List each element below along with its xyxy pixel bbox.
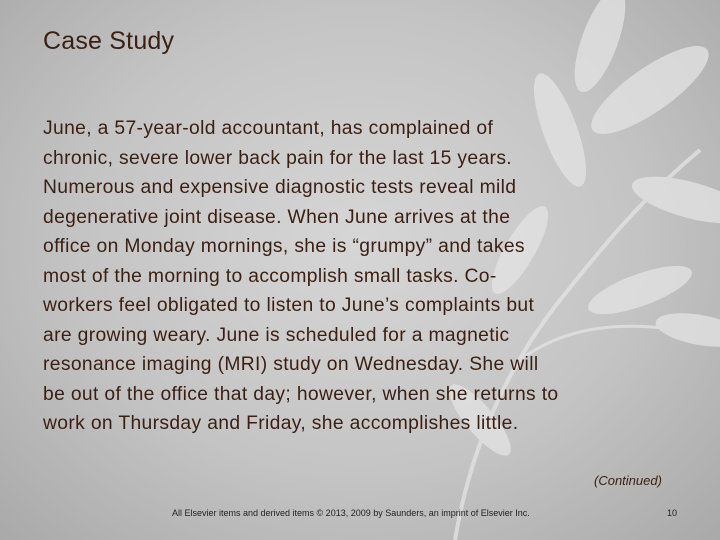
copyright-footer: All Elsevier items and derived items © 2013, 2009 by Saunders, an imprint of Elsevier Inc. xyxy=(172,508,530,518)
paragraph-line: workers feel obligated to listen to June’s complaints but xyxy=(43,295,535,316)
paragraph-line: work on Thursday and Friday, she accomplishes little. xyxy=(43,413,519,434)
paragraph-line: resonance imaging (MRI) study on Wednesday. She will xyxy=(43,354,539,375)
paragraph-line: most of the morning to accomplish small tasks. Co- xyxy=(43,265,497,287)
paragraph-line: are growing weary. June is scheduled for a magnetic xyxy=(43,324,510,346)
paragraph-line: degenerative joint disease. When June arrives at the xyxy=(43,206,511,228)
paragraph-line: office on Monday mornings, she is “grumpy” and takes xyxy=(43,236,525,257)
case-study-paragraph xyxy=(43,114,703,439)
paragraph-line: be out of the office that day; however, when she returns to xyxy=(43,383,559,405)
paragraph-line: chronic, severe lower back pain for the last 15 years. xyxy=(43,147,513,169)
paragraph-line: June, a 57-year-old accountant, has complained of xyxy=(43,118,494,139)
page-number: 10 xyxy=(667,508,678,518)
paragraph-line: Numerous and expensive diagnostic tests reveal mild xyxy=(43,177,517,198)
slide-title: Case Study xyxy=(43,27,175,55)
continued-note: (Continued) xyxy=(594,473,662,488)
